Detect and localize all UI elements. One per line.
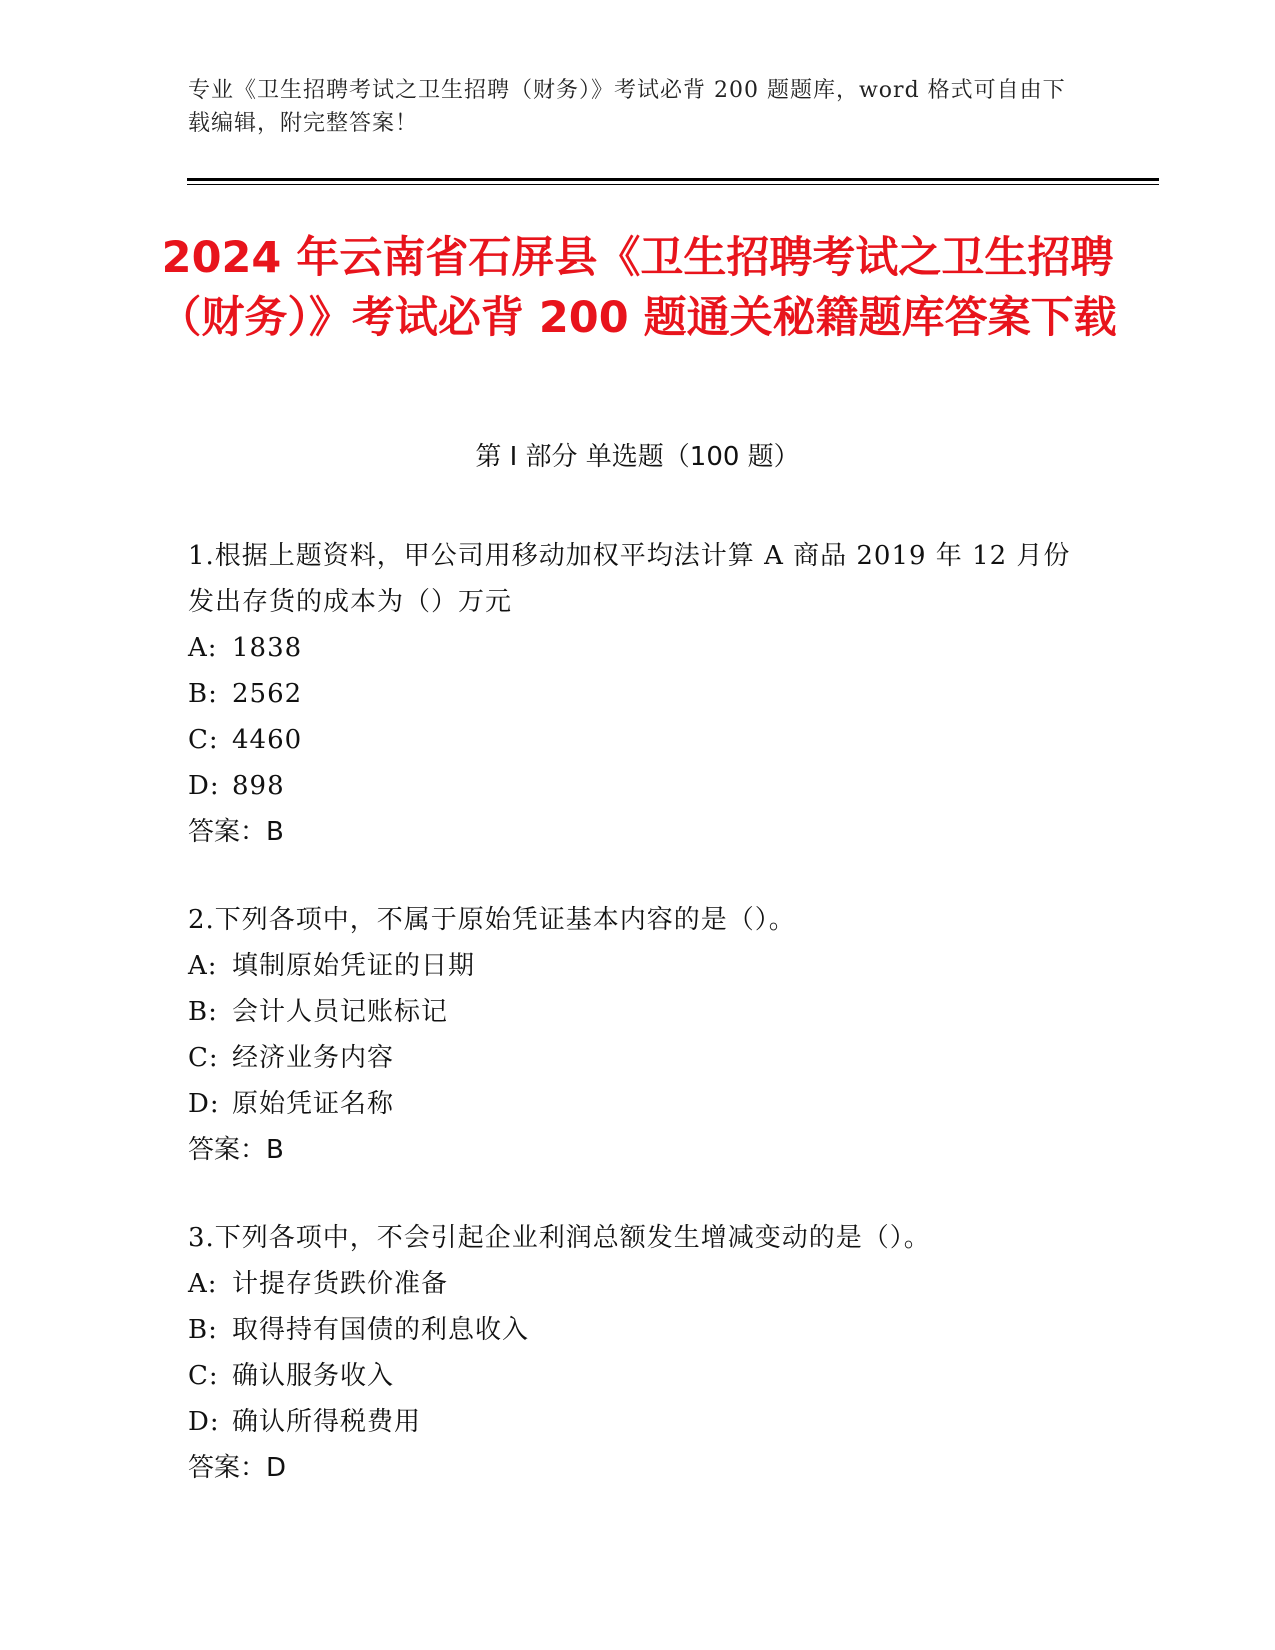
option-b	[188, 1307, 1078, 1353]
option-d	[188, 763, 1078, 809]
option-a	[188, 943, 1078, 989]
question-1	[188, 533, 1078, 855]
option-key: A:	[188, 951, 218, 981]
option-c	[188, 1035, 1078, 1081]
answer-line: 答案：B	[188, 1135, 284, 1165]
option-key: D:	[188, 1089, 220, 1119]
option-text: 经济业务内容	[232, 1043, 395, 1073]
option-d	[188, 1399, 1078, 1445]
document-title: 2024 年云南省石屏县《卫生招聘考试之卫生招聘（财务）》考试必背 200 题通关秘籍题库答案下载	[158, 233, 1117, 343]
header-rule-thin	[187, 184, 1159, 185]
option-key: B:	[188, 997, 218, 1027]
question-stem: 3.下列各项中，不会引起企业利润总额发生增减变动的是（）。	[188, 1223, 931, 1253]
option-c	[188, 1353, 1078, 1399]
option-key: C:	[188, 1361, 219, 1391]
question-stem: 1.根据上题资料，甲公司用移动加权平均法计算 A 商品 2019 年 12 月份发出存货的成本为（）万元	[188, 541, 1071, 617]
option-key: C:	[188, 1043, 219, 1073]
question-3	[188, 1215, 1078, 1491]
option-text: 取得持有国债的利息收入	[232, 1315, 530, 1345]
option-key: A:	[188, 633, 218, 663]
section-heading: 第 I 部分 单选题（100 题）	[475, 442, 800, 472]
option-text: 填制原始凭证的日期	[232, 951, 476, 981]
answer-line: 答案：D	[188, 1453, 287, 1483]
option-text: 2562	[232, 679, 303, 709]
option-key: D:	[188, 1407, 220, 1437]
question-2	[188, 897, 1078, 1173]
option-key: B:	[188, 1315, 218, 1345]
option-key: B:	[188, 679, 218, 709]
option-b	[188, 989, 1078, 1035]
option-text: 4460	[232, 725, 303, 755]
option-a	[188, 625, 1078, 671]
answer-line: 答案：B	[188, 817, 284, 847]
question-list	[188, 533, 1078, 1533]
option-text: 确认所得税费用	[232, 1407, 422, 1437]
option-key: D:	[188, 771, 220, 801]
option-text: 1838	[232, 633, 303, 663]
option-b	[188, 671, 1078, 717]
option-text: 计提存货跌价准备	[232, 1269, 449, 1299]
option-d	[188, 1081, 1078, 1127]
option-key: A:	[188, 1269, 218, 1299]
header-rule-thick	[187, 178, 1159, 181]
question-stem: 2.下列各项中，不属于原始凭证基本内容的是（）。	[188, 905, 796, 935]
option-c	[188, 717, 1078, 763]
option-a	[188, 1261, 1078, 1307]
option-text: 会计人员记账标记	[232, 997, 449, 1027]
option-text: 原始凭证名称	[232, 1089, 395, 1119]
option-text: 确认服务收入	[232, 1361, 395, 1391]
header-note: 专业《卫生招聘考试之卫生招聘（财务）》考试必背 200 题题库，word 格式可自由下载编辑，附完整答案！	[188, 78, 1066, 136]
option-key: C:	[188, 725, 219, 755]
option-text: 898	[232, 771, 285, 801]
